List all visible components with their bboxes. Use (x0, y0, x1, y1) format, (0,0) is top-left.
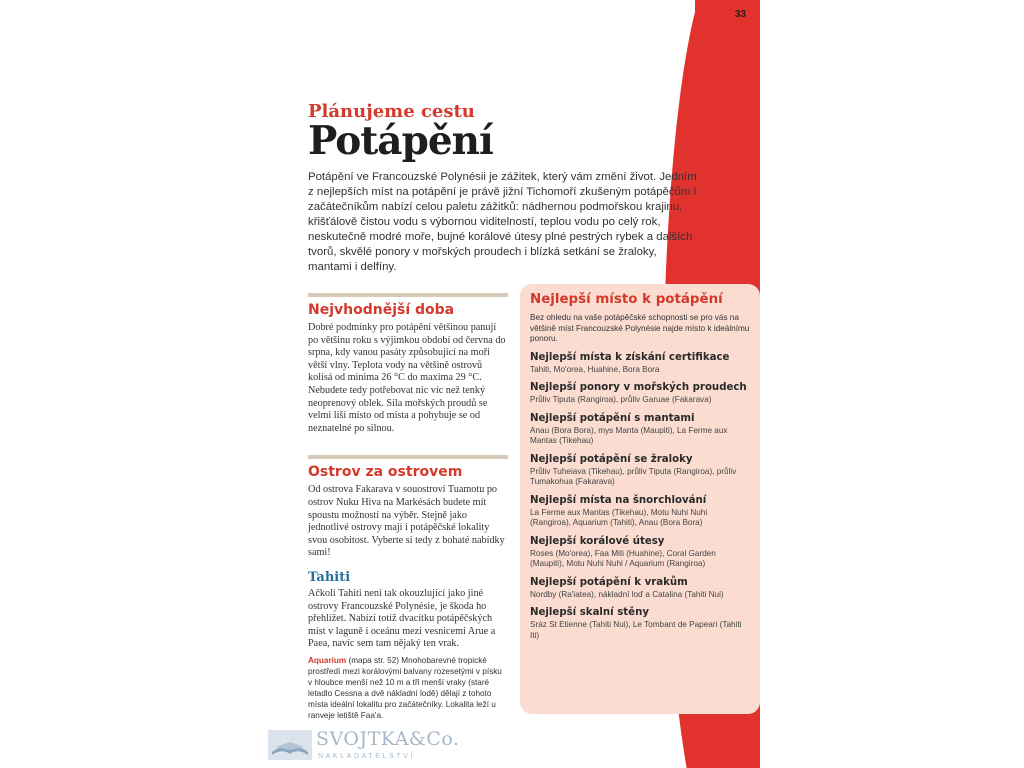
left-column (308, 293, 508, 721)
section-text-islands: Od ostrova Fakarava v souostroví Tuamotu po ostrov Nuku Hiva na Markésách budete mít spoustu možností na výběr. Stejně jako jednotlivé ostrovy mají i potápěčské lokality svou osobitost. Vyberte si tedy z bohaté nabídky sami! (308, 484, 505, 559)
box-title: Nejlepší místo k potápění (530, 292, 723, 307)
box-item-text: Nordby (Ra'iatea), nákladní loď a Catalina (Tahiti Nui) (530, 589, 724, 599)
page-number: 33 (734, 9, 746, 20)
aquarium-entry (308, 655, 508, 721)
subsection-title-tahiti: Tahiti (308, 569, 351, 585)
section-text-best-time: Dobré podmínky pro potápění většinou panují po většinu roku s výjimkou období od června do srpna, kdy vanou pasáty způsobující na moři větší vlny. Teplota vody na většině ostrovů kolísá od minima 26 °C do maxima 29 °C. Nebudete tedy potřebovat nic víc než tenký neoprenový oblek. Síla mořských proudů se velmi liší místo od místa a pohybuje se od neznatelné po silnou. (308, 322, 506, 434)
box-item (530, 454, 750, 488)
box-item-title: Nejlepší potápění k vrakům (530, 576, 688, 588)
section-title-islands: Ostrov za ostrovem (308, 464, 463, 481)
box-item (530, 382, 750, 406)
box-item-title: Nejlepší potápění se žraloky (530, 453, 693, 465)
box-item-text: Průliv Tuheiava (Tikehau), průliv Tiputa (Rangiroa), průliv Tumakohua (Fakarava) (530, 466, 737, 486)
box-item (530, 577, 750, 601)
box-item-title: Nejlepší korálové útesy (530, 535, 665, 547)
box-item-title: Nejlepší potápění s mantami (530, 412, 695, 424)
section-divider (308, 293, 508, 297)
box-item-title: Nejlepší místa na šnorchlování (530, 494, 707, 506)
box-item (530, 495, 750, 529)
box-item-text: La Ferme aux Mantas (Tikehau), Motu Nuhi Nuhi (Rangiroa), Aquarium (Tahiti), Anau (Bora Bora) (530, 507, 708, 527)
box-item (530, 413, 750, 447)
box-item (530, 607, 750, 641)
subsection-text-tahiti: Ačkoli Tahiti není tak okouzlující jako jiné ostrovy Francouzské Polynésie, je škoda ho přehlížet. Nabízí totiž dvacítku potápěčských míst v laguně i oceánu mezi vesnicemi Arue a Paea, navíc sem tam nějaký ten vrak. (308, 587, 496, 650)
section-divider (308, 455, 508, 459)
box-item (530, 536, 750, 570)
page-title: Potápění (308, 118, 493, 164)
box-intro: Bez ohledu na vaše potápěčské schopnosti se pro vás na většině míst Francouzské Polynésie najde místo k ideálnímu ponoru. (530, 313, 750, 343)
box-item-text: Průliv Tiputa (Rangiroa), průliv Garuae (Fakarava) (530, 395, 712, 404)
box-item (530, 352, 750, 376)
aquarium-text: (mapa str. 52) Mnohobarevné tropické prostředí mezi korálovými balvany rozesetými v písku v hloubce menší než 10 m a tři menší vraky (staré letadlo Cessna a dvě nákladní lodě) dělají z tohoto místa ideální lokalitu pro začátečníky. Lokalita leží u ranveje letiště Faa'a. (308, 655, 502, 720)
best-dive-sites-box (520, 284, 760, 714)
publisher-subtitle: NAKLADATELSTVÍ (318, 753, 415, 760)
box-item-text: Tahiti, Mo'orea, Huahine, Bora Bora (530, 364, 660, 374)
chapter-kicker: Plánujeme cestu (308, 101, 475, 122)
section-title-best-time: Nejvhodnější doba (308, 302, 455, 318)
box-item-text: Anau (Bora Bora), mys Manta (Maupiti), La Ferme aux Mantas (Tikehau) (530, 425, 728, 445)
aquarium-lead: Aquarium (308, 655, 347, 665)
publisher-watermark (268, 726, 458, 766)
box-item-title: Nejlepší skalní stěny (530, 607, 649, 618)
book-page (268, 0, 760, 768)
box-item-text: Roses (Mo'orea), Faa Miti (Huahine), Coral Garden (Maupiti), Motu Nuhi Nuhi / Aquarium (Rangiroa) (530, 548, 716, 568)
publisher-name: SVOJTKA&Co. (316, 728, 460, 750)
book-logo-icon (268, 730, 312, 760)
box-item-title: Nejlepší ponory v mořských proudech (530, 382, 747, 393)
box-item-title: Nejlepší místa k získání certifikace (530, 351, 730, 363)
box-item-text: Sráz St Etienne (Tahiti Nui), Le Tombant de Papeari (Tahiti Iti) (530, 620, 742, 640)
intro-paragraph: Potápění ve Francouzské Polynésii je zážitek, který vám změní život. Jedním z nejlepších míst na potápění je právě jižní Tichomoří zkušeným potápěčům i začátečníkům nabízí celou paletu zážitků: nádhernou podmořskou krajinu, křišťálově čistou vodu s výbornou viditelností, teplou vodu po celý rok, neskutečně modré moře, bujné korálové útesy plné pestrých rybek a dalších tvorů, skvělé ponory v mořských proudech i blízká setkání se žraloky, mantami i delfíny. (308, 171, 697, 273)
